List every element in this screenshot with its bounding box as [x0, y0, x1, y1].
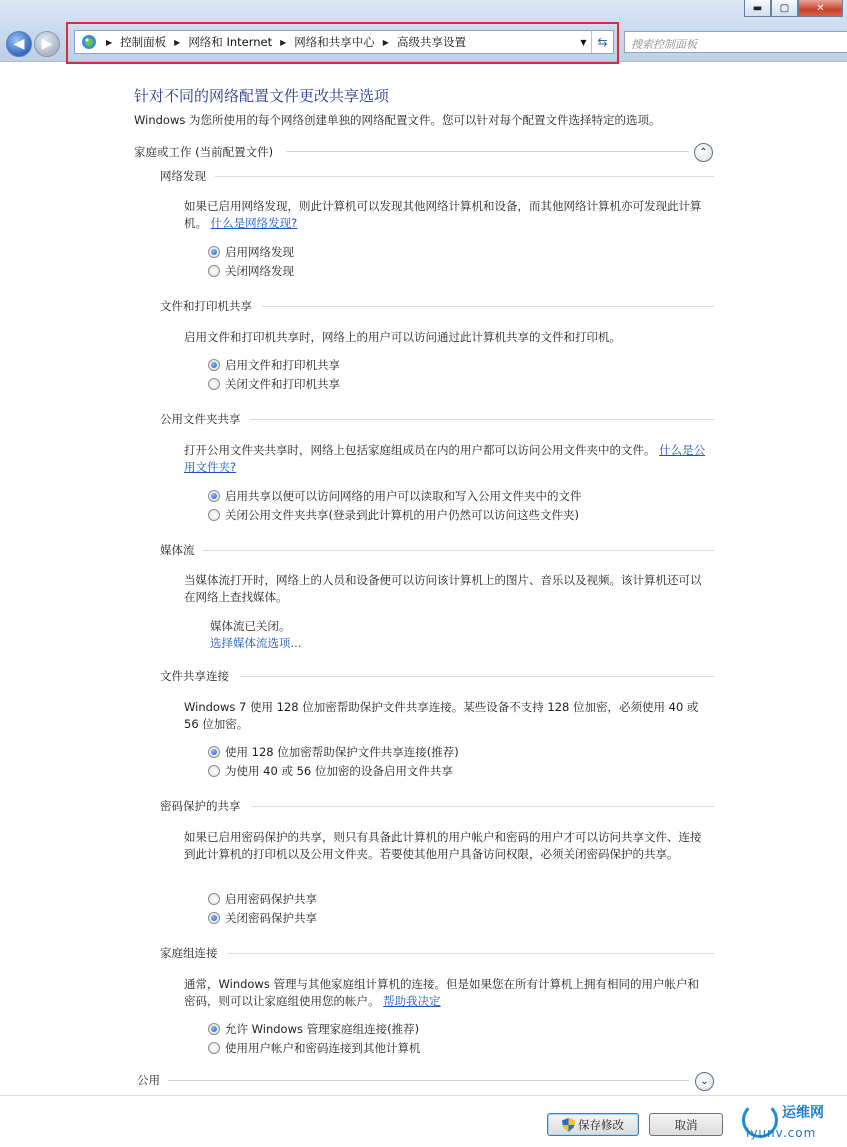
- media-options-link[interactable]: 选择媒体流选项...: [210, 636, 302, 650]
- uac-shield-icon: [562, 1118, 575, 1132]
- breadcrumb-network-internet[interactable]: 网络和 Internet: [188, 35, 273, 49]
- radio-selected-icon: [208, 912, 220, 924]
- help-me-decide-link[interactable]: 帮助我决定: [383, 994, 441, 1008]
- radio-discovery-on[interactable]: [208, 244, 294, 260]
- search-input[interactable]: 搜索控制面板: [624, 31, 847, 53]
- section-divider: [215, 176, 714, 177]
- radio-encryption-128[interactable]: [208, 744, 459, 760]
- radio-homegroup-windows[interactable]: [208, 1021, 419, 1037]
- section-title-homegroup: 家庭组连接: [160, 946, 218, 960]
- section-divider: [240, 676, 714, 677]
- chevron-right-icon[interactable]: ▶: [174, 37, 181, 47]
- watermark: [742, 1102, 842, 1147]
- chevron-right-icon: ▶: [106, 37, 113, 47]
- network-icon: [80, 33, 98, 51]
- section-divider: [228, 953, 714, 954]
- radio-label: 关闭文件和打印机共享: [225, 377, 340, 391]
- radio-selected-icon: [208, 490, 220, 502]
- radio-label: 启用共享以便可以访问网络的用户可以读取和写入公用文件夹中的文件: [225, 489, 582, 503]
- footer-divider: [0, 1095, 847, 1096]
- discovery-desc-text: 如果已启用网络发现，则此计算机可以发现其他网络计算机和设备，而其他网络计算机亦可发现此计算机。: [184, 199, 702, 230]
- window-controls: [744, 0, 843, 17]
- radio-fileprint-off[interactable]: [208, 376, 340, 392]
- address-bar[interactable]: [74, 30, 614, 54]
- collapse-button[interactable]: [694, 143, 713, 162]
- section-desc-encryption: Windows 7 使用 128 位加密帮助保护文件共享连接。某些设备不支持 128 位加密，必须使用 40 或 56 位加密。: [184, 700, 699, 731]
- section-divider: [203, 550, 714, 551]
- profile-divider: [286, 151, 689, 152]
- breadcrumb-network-sharing-center[interactable]: 网络和共享中心: [294, 35, 375, 49]
- radio-selected-icon: [208, 359, 220, 371]
- section-title-publicfolder: 公用文件夹共享: [160, 412, 241, 426]
- close-button[interactable]: ✕: [798, 0, 843, 17]
- minimize-button[interactable]: ▬: [744, 0, 771, 17]
- profile-public-header: 公用: [137, 1073, 160, 1087]
- radio-password-off[interactable]: [208, 910, 317, 926]
- section-title-discovery: 网络发现: [160, 169, 206, 183]
- what-is-discovery-link[interactable]: 什么是网络发现?: [210, 216, 298, 230]
- chevron-up-icon: ⌃: [699, 147, 708, 158]
- back-button[interactable]: [6, 31, 32, 57]
- arrow-right-icon: ▶: [41, 36, 53, 52]
- window-chrome: [0, 0, 847, 62]
- chevron-right-icon[interactable]: ▶: [382, 37, 389, 47]
- radio-label: 启用网络发现: [225, 245, 294, 259]
- radio-publicfolder-on[interactable]: [208, 488, 582, 504]
- radio-selected-icon: [208, 746, 220, 758]
- section-desc-password: 如果已启用密码保护的共享，则只有具备此计算机的用户帐户和密码的用户才可以访问共享文件、连接到此计算机的打印机以及公用文件夹。若要使其他用户具备访问权限，必须关闭密码保护的共享。: [184, 830, 702, 861]
- chevron-down-icon[interactable]: ▼: [575, 38, 591, 47]
- profile-home-header: 家庭或工作 (当前配置文件): [134, 145, 274, 159]
- radio-selected-icon: [208, 246, 220, 258]
- section-divider: [262, 306, 714, 307]
- breadcrumb-advanced-sharing[interactable]: 高级共享设置: [396, 35, 466, 49]
- radio-selected-icon: [208, 1023, 220, 1035]
- radio-fileprint-on[interactable]: [208, 357, 340, 373]
- radio-label: 使用用户帐户和密码连接到其他计算机: [225, 1041, 421, 1055]
- section-desc-fileprint: 启用文件和打印机共享时，网络上的用户可以访问通过此计算机共享的文件和打印机。: [184, 330, 621, 344]
- radio-label: 允许 Windows 管理家庭组连接(推荐): [225, 1022, 420, 1036]
- radio-label: 使用 128 位加密帮助保护文件共享连接(推荐): [225, 745, 459, 759]
- radio-password-on[interactable]: [208, 891, 317, 907]
- save-label: 保存修改: [578, 1117, 624, 1132]
- save-changes-button[interactable]: [547, 1113, 639, 1136]
- section-title-fileprint: 文件和打印机共享: [160, 299, 252, 313]
- radio-label: 关闭密码保护共享: [225, 911, 317, 925]
- radio-label: 为使用 40 或 56 位加密的设备启用文件共享: [225, 764, 453, 778]
- section-desc-media: 当媒体流打开时，网络上的人员和设备便可以访问该计算机上的图片、音乐以及视频。该计算机还可以在网络上查找媒体。: [184, 573, 702, 604]
- radio-label: 启用文件和打印机共享: [225, 358, 340, 372]
- publicfolder-desc-text: 打开公用文件夹共享时，网络上包括家庭组成员在内的用户都可以访问公用文件夹中的文件。: [184, 443, 656, 457]
- radio-unselected-icon: [208, 509, 220, 521]
- chevron-down-icon: ⌄: [700, 1076, 709, 1087]
- radio-discovery-off[interactable]: [208, 263, 294, 279]
- radio-homegroup-account[interactable]: [208, 1040, 421, 1056]
- expand-button[interactable]: [695, 1072, 714, 1091]
- radio-unselected-icon: [208, 378, 220, 390]
- watermark-brand: 运维网: [782, 1105, 824, 1121]
- radio-label: 关闭网络发现: [225, 264, 294, 278]
- section-title-encryption: 文件共享连接: [160, 669, 229, 683]
- what-is-public-folder-link[interactable]: 什么是公用文件夹?: [184, 443, 706, 474]
- watermark-site: iyunv.com: [746, 1126, 817, 1140]
- profile-divider: [168, 1080, 689, 1081]
- radio-encryption-40-56[interactable]: [208, 763, 453, 779]
- breadcrumb-control-panel[interactable]: 控制面板: [120, 35, 167, 49]
- homegroup-desc-text: 通常，Windows 管理与其他家庭组计算机的连接。但是如果您在所有计算机上拥有相同的用户帐户和密码，则可以让家庭组使用您的帐户。: [184, 977, 699, 1008]
- media-status: 媒体流已关闭。: [210, 619, 291, 633]
- maximize-button[interactable]: ▢: [771, 0, 798, 17]
- section-desc-discovery: [184, 198, 709, 232]
- section-desc-publicfolder: [184, 442, 709, 476]
- section-title-password: 密码保护的共享: [160, 799, 241, 813]
- radio-unselected-icon: [208, 265, 220, 277]
- section-desc-homegroup: [184, 976, 709, 1010]
- forward-button[interactable]: [34, 31, 60, 57]
- refresh-icon[interactable]: ⇆: [591, 31, 613, 53]
- radio-label: 关闭公用文件夹共享(登录到此计算机的用户仍然可以访问这些文件夹): [225, 508, 579, 522]
- radio-publicfolder-off[interactable]: [208, 507, 579, 523]
- section-title-media: 媒体流: [160, 543, 195, 557]
- main-content: [0, 62, 847, 1147]
- page-intro: Windows 为您所使用的每个网络创建单独的网络配置文件。您可以针对每个配置文件选择特定的选项。: [134, 113, 661, 127]
- page-title: 针对不同的网络配置文件更改共享选项: [134, 87, 390, 105]
- radio-unselected-icon: [208, 1042, 220, 1054]
- section-divider: [250, 419, 714, 420]
- cancel-button[interactable]: 取消: [649, 1113, 723, 1136]
- radio-unselected-icon: [208, 765, 220, 777]
- radio-label: 启用密码保护共享: [225, 892, 317, 906]
- radio-unselected-icon: [208, 893, 220, 905]
- section-divider: [252, 806, 714, 807]
- arrow-left-icon: ◀: [13, 36, 25, 52]
- chevron-right-icon[interactable]: ▶: [280, 37, 287, 47]
